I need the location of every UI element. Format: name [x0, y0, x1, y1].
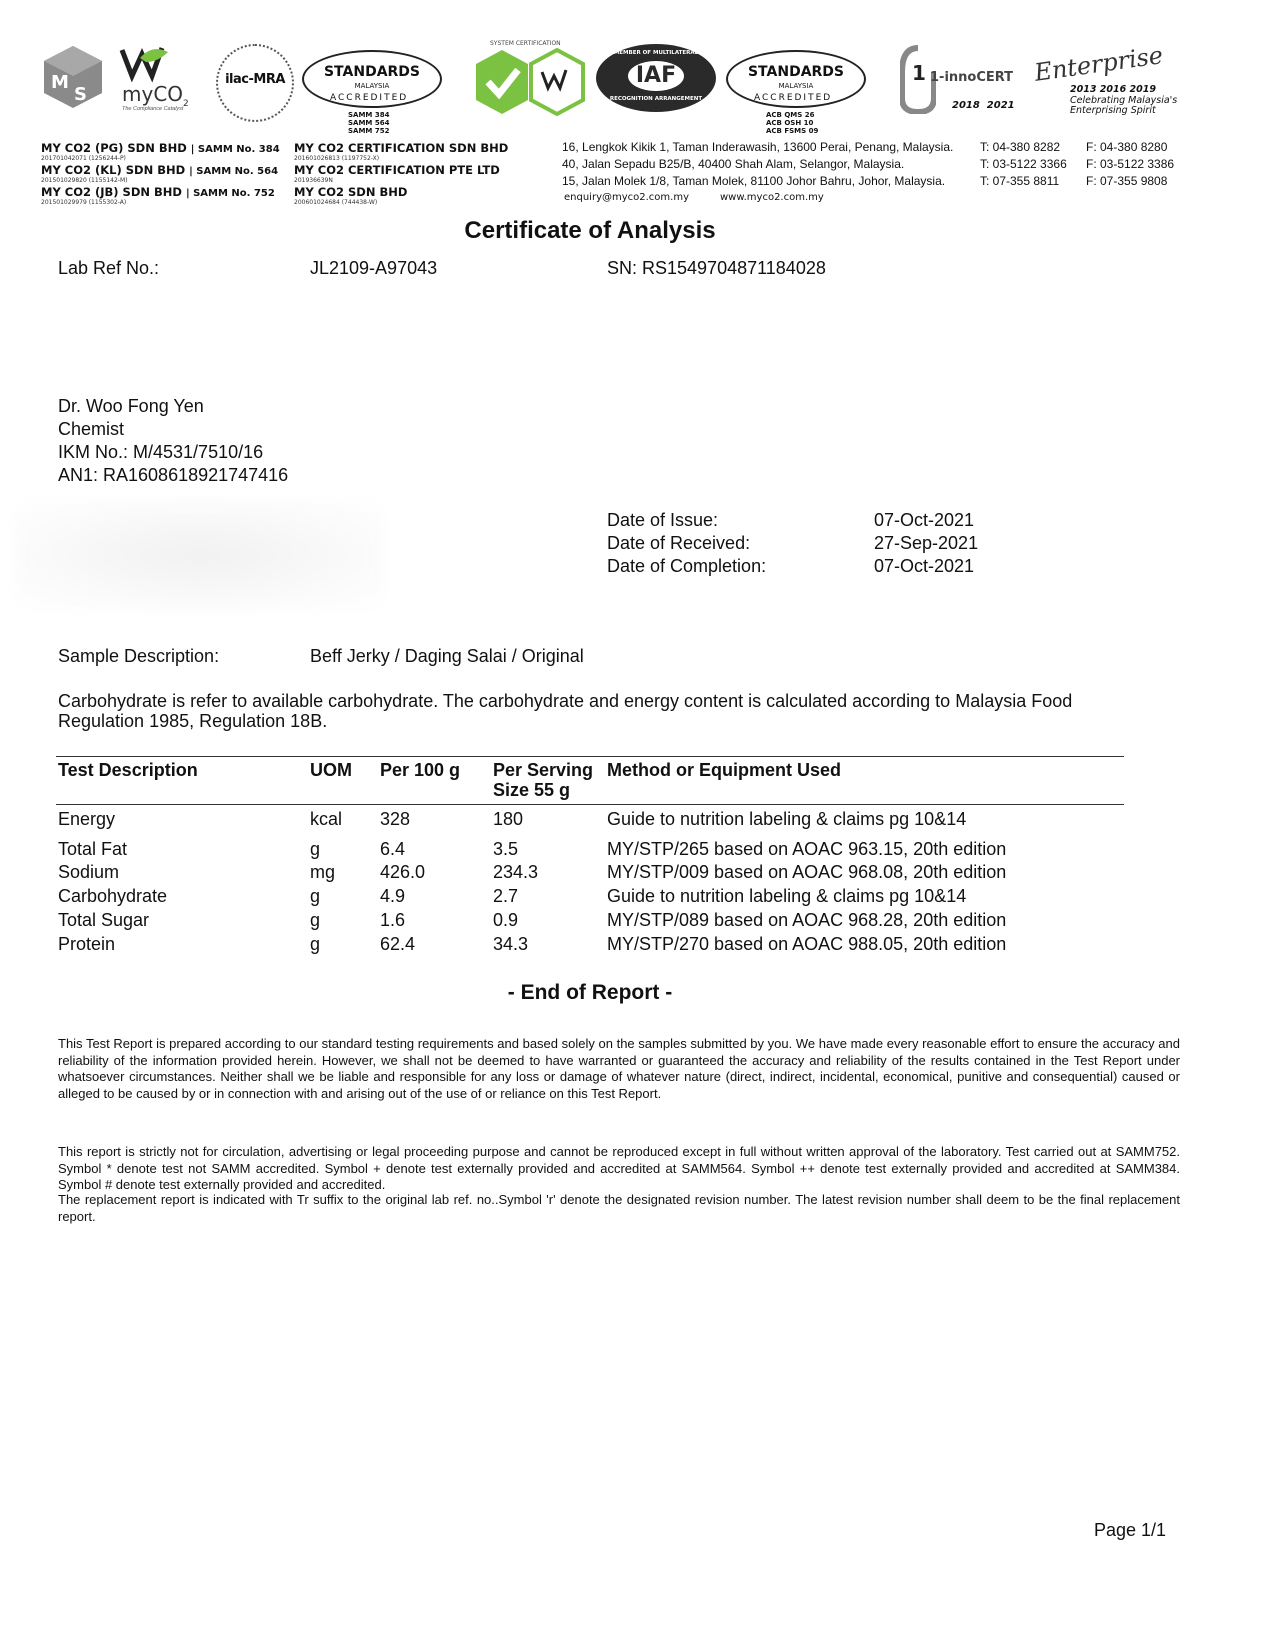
cell-method: MY/STP/265 based on AOAC 963.15, 20th edition — [607, 839, 1007, 859]
company-name: MY CO2 (KL) SDN BHD — [41, 163, 186, 177]
header-test-description: Test Description — [58, 760, 198, 780]
company-samm: | SAMM No. 564 — [189, 166, 279, 177]
ilac-mra-logo — [216, 44, 294, 122]
date-received-value: 27-Sep-2021 — [874, 533, 979, 553]
innocert-logo — [900, 44, 1020, 116]
cell-serving: 34.3 — [493, 934, 529, 954]
company-name: MY CO2 CERTIFICATION PTE LTD — [294, 163, 500, 177]
enterprise-text: Enterprise — [1032, 41, 1165, 87]
disclaimer-liability: This Test Report is prepared according to our standard testing requirements and based solely on the samples submitted by you. We have made every reasonable effort to ensure the accuracy and reliability of the information provided herein. However, we shall not be deemed to have warranted or guaranteed the accuracy and reliability of the results contained in the Test Report under whatsoever circumstances. Neither shall we be liable and responsible for any loss or damage of whatever nature (direct, indirect, incidental, economical, punitive and consequential) caused or alleged to be caused by or in connection with and arising out of the use of or reliance on this Test Report. — [58, 1036, 1180, 1101]
header-uom: UOM — [310, 760, 352, 780]
enterprise-line1: Celebrating Malaysia's — [1070, 95, 1178, 106]
cell-per100: 4.9 — [380, 886, 406, 906]
system-certification-logo — [472, 48, 588, 118]
company-reg: 201936639N — [294, 177, 333, 184]
myco2-sub: 2 — [183, 99, 189, 109]
cell-method: MY/STP/089 based on AOAC 968.28, 20th edition — [607, 910, 1007, 930]
company-reg: 201601026813 (1197752-X) — [294, 155, 380, 162]
company-myco2-sdn — [294, 185, 407, 206]
standards1-codes — [348, 111, 389, 135]
standards1-top: STANDARDS — [323, 64, 421, 80]
cell-desc: Total Fat — [58, 839, 128, 859]
ms-cube-logo — [40, 44, 106, 110]
company-kl — [41, 163, 278, 184]
fax-selangor: F: 03-5122 3386 — [1086, 157, 1175, 171]
date-completion-value: 07-Oct-2021 — [874, 556, 975, 576]
standards2-top: STANDARDS — [747, 64, 845, 80]
cell-desc: Energy — [58, 809, 116, 829]
cell-serving: 0.9 — [493, 910, 519, 930]
company-pg — [41, 141, 280, 162]
innocert-text: 1-innoCERT — [930, 70, 1014, 85]
company-name: MY CO2 CERTIFICATION SDN BHD — [294, 141, 509, 155]
address-selangor: 40, Jalan Sepadu B25/B, 40400 Shah Alam, Selangor, Malaysia. — [562, 157, 905, 171]
cell-per100: 328 — [380, 809, 411, 829]
company-name: MY CO2 (PG) SDN BHD — [41, 141, 187, 155]
cell-uom: mg — [310, 862, 336, 882]
carbohydrate-note-line2: Regulation 1985, Regulation 18B. — [58, 711, 328, 731]
svg-text:M: M — [51, 72, 69, 93]
myco2-tagline: The Compliance Catalyst — [122, 106, 184, 112]
fax-johor: F: 07-355 9808 — [1086, 174, 1168, 188]
website-link[interactable]: www.myco2.com.my — [720, 192, 824, 203]
cell-uom: g — [310, 886, 321, 906]
cell-serving: 2.7 — [493, 886, 519, 906]
sample-value: Beff Jerky / Daging Salai / Original — [310, 646, 584, 666]
table-top-rule — [56, 756, 1124, 757]
standards1-code: SAMM 564 — [348, 119, 390, 127]
cell-method: MY/STP/009 based on AOAC 968.08, 20th edition — [607, 862, 1007, 882]
cell-per100: 62.4 — [380, 934, 416, 954]
cell-per100: 426.0 — [380, 862, 426, 882]
cell-desc: Protein — [58, 934, 116, 954]
header-per-serving-line2: Size 55 g — [493, 780, 571, 800]
header-per-serving-line1: Per Serving — [493, 760, 594, 780]
email-link[interactable]: enquiry@myco2.com.my — [564, 192, 689, 203]
fax-penang: F: 04-380 8280 — [1086, 140, 1168, 154]
redacted-blur — [14, 500, 384, 610]
end-of-report: - End of Report - — [507, 981, 673, 1004]
phone-johor: T: 07-355 8811 — [980, 174, 1060, 188]
address-johor: 15, Jalan Molek 1/8, Taman Molek, 81100 Johor Bahru, Johor, Malaysia. — [562, 174, 946, 188]
company-cert-sdn — [294, 141, 508, 162]
myco2-name: myCO — [122, 82, 184, 106]
company-name: MY CO2 SDN BHD — [294, 185, 408, 199]
company-cert-pte — [294, 163, 500, 184]
sample-label: Sample Description: — [58, 646, 220, 666]
innocert-years: 2018 2021 — [952, 100, 1015, 111]
header-per-serving — [493, 760, 593, 800]
disclaimer-replacement: The replacement report is indicated with Tr suffix to the original lab ref. no..Symbol 'r' denote the designated revision number. The latest revision number shall deem to be the final replacement report. — [58, 1192, 1180, 1224]
cell-serving: 234.3 — [493, 862, 539, 882]
page-number: Page 1/1 — [1094, 1520, 1167, 1540]
chemist-name: Dr. Woo Fong Yen — [58, 396, 204, 416]
standards1-code: SAMM 752 — [348, 127, 390, 135]
date-received-label: Date of Received: — [607, 533, 751, 553]
standards2-arc: ACCREDITED — [754, 93, 833, 103]
phone-selangor: T: 03-5122 3366 — [980, 157, 1067, 171]
enterprise-years: 2013 2016 2019 — [1070, 84, 1156, 95]
enterprise-logo — [1028, 41, 1178, 120]
lab-ref-label: Lab Ref No.: — [58, 258, 160, 278]
serial-number: SN: RS1549704871184028 — [607, 258, 826, 278]
myco2-logo — [114, 40, 209, 115]
lab-ref-value: JL2109-A97043 — [310, 258, 438, 278]
date-issue-value: 07-Oct-2021 — [874, 510, 975, 530]
table-header-rule — [56, 804, 1124, 805]
cell-uom: g — [310, 910, 321, 930]
cell-method: Guide to nutrition labeling & claims pg 10&14 — [607, 809, 967, 829]
cell-uom: kcal — [310, 809, 343, 829]
cell-per100: 6.4 — [380, 839, 406, 859]
cell-uom: g — [310, 839, 321, 859]
cell-uom: g — [310, 934, 321, 954]
standards2-codes — [766, 111, 818, 135]
myco2-mark-icon — [118, 40, 188, 86]
date-issue-label: Date of Issue: — [607, 510, 719, 530]
company-reg: 201501029820 (1155142-M) — [41, 177, 128, 184]
header-method: Method or Equipment Used — [607, 760, 841, 780]
date-completion-label: Date of Completion: — [607, 556, 767, 576]
system-certification-label: SYSTEM CERTIFICATION — [490, 40, 561, 47]
svg-text:S: S — [74, 84, 87, 105]
cell-method: Guide to nutrition labeling & claims pg 10&14 — [607, 886, 967, 906]
standards1-code: SAMM 384 — [348, 111, 390, 119]
standards2-mid: MALAYSIA — [778, 82, 814, 90]
cell-per100: 1.6 — [380, 910, 406, 930]
cell-desc: Carbohydrate — [58, 886, 168, 906]
iaf-arc-top: MEMBER OF MULTILATERAL — [613, 50, 699, 56]
cell-desc: Sodium — [58, 862, 120, 882]
ilac-mra-text: ilac-MRA — [225, 72, 285, 87]
standards2-code: ACB QMS 26 — [766, 111, 815, 119]
cell-method: MY/STP/270 based on AOAC 988.05, 20th edition — [607, 934, 1007, 954]
phone-penang: T: 04-380 8282 — [980, 140, 1061, 154]
header-per-100g: Per 100 g — [380, 760, 461, 780]
standards2-code: ACB OSH 10 — [766, 119, 814, 127]
iaf-logo — [596, 44, 716, 112]
address-penang: 16, Lengkok Kikik 1, Taman Inderawasih, 13600 Perai, Penang, Malaysia. — [562, 140, 954, 154]
standards1-arc: ACCREDITED — [330, 93, 409, 103]
carbohydrate-note-line1: Carbohydrate is refer to available carbohydrate. The carbohydrate and energy content is calculated according to Malaysia Food — [58, 691, 1073, 711]
iaf-main: IAF — [628, 61, 684, 91]
chemist-ikm: IKM No.: M/4531/7510/16 — [58, 442, 264, 462]
company-reg: 200601024684 (744438-W) — [294, 199, 378, 206]
chemist-role: Chemist — [58, 419, 125, 439]
svg-text:1: 1 — [912, 61, 926, 85]
page-title: Certificate of Analysis — [464, 217, 716, 244]
disclaimer-circulation: This report is strictly not for circulation, advertising or legal proceeding purpose and cannot be reproduced except in full without written approval of the laboratory. Test carried out at SAMM752. Symbol * denote test not SAMM accredited. Symbol + denote test externally provided and accredited at SAMM564. Symbol ++ denote test externally provided and accredited at SAMM384. Symbol # denote test externally provided and accredited. — [58, 1144, 1180, 1192]
standards1-mid: MALAYSIA — [354, 82, 390, 90]
cell-desc: Total Sugar — [58, 910, 150, 930]
cell-serving: 3.5 — [493, 839, 519, 859]
chemist-an1: AN1: RA1608618921747416 — [58, 465, 289, 485]
standards2-code: ACB FSMS 09 — [766, 127, 819, 135]
company-jb — [41, 185, 275, 206]
company-samm: | SAMM No. 752 — [185, 188, 275, 199]
cell-serving: 180 — [493, 809, 524, 829]
iaf-arc-bottom: RECOGNITION ARRANGEMENT — [609, 96, 703, 102]
company-reg: 201701042071 (1256244-P) — [41, 155, 126, 162]
company-samm: | SAMM No. 384 — [190, 144, 280, 155]
company-name: MY CO2 (JB) SDN BHD — [41, 185, 182, 199]
enterprise-line2: Enterprising Spirit — [1070, 105, 1156, 116]
company-reg: 201501029979 (1155302-A) — [41, 199, 127, 206]
